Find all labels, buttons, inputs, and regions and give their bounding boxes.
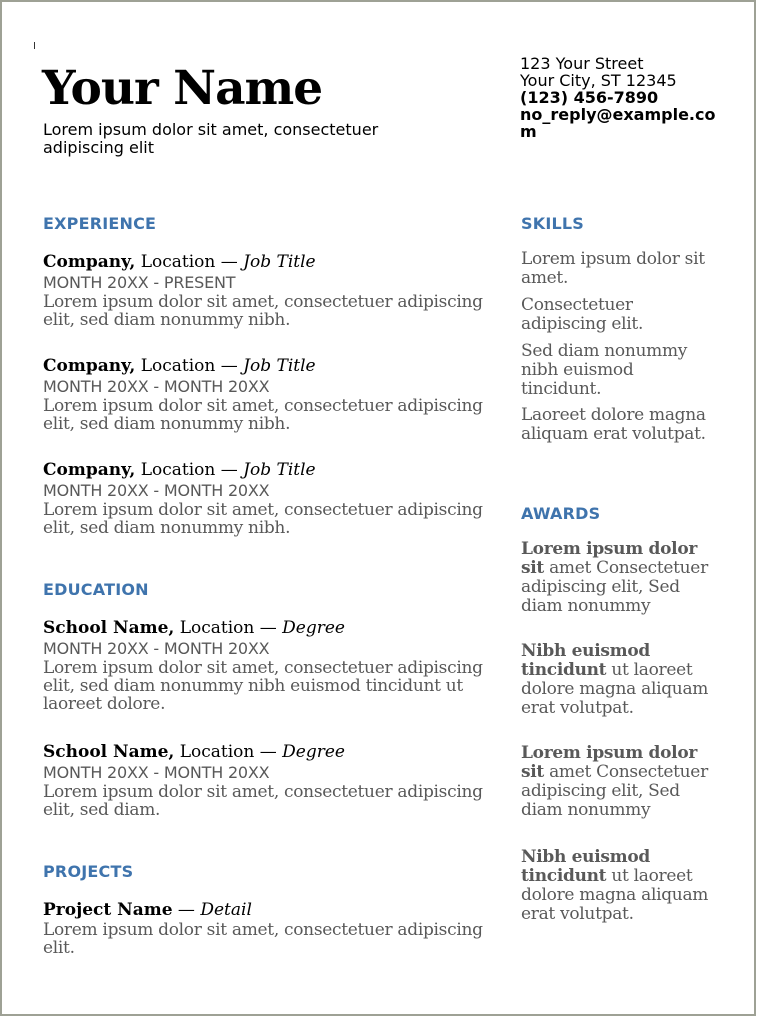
award-title: Lorem ipsum dolor sit: [521, 743, 698, 782]
date-range: MONTH 20XX - PRESENT: [43, 273, 236, 292]
job-title: Job Title: [243, 252, 316, 272]
description: Lorem ipsum dolor sit amet, consectetuer adipiscing elit, sed diam nonummy nibh.: [43, 396, 483, 434]
award-text: ut laoreet dolore magna aliquam erat volutpat.: [521, 866, 709, 924]
skill-item: Lorem ipsum dolor sit amet.: [521, 249, 705, 288]
email-address: no_reply@example.com: [520, 105, 716, 141]
award-item: [521, 848, 711, 924]
tagline: Lorem ipsum dolor sit amet, consectetuer adipiscing elit: [43, 120, 379, 157]
school-name: School Name,: [43, 618, 175, 638]
date-range: MONTH 20XX - MONTH 20XX: [43, 481, 270, 500]
education-entry: [43, 741, 493, 819]
text-cursor: [34, 42, 35, 49]
education-entry: [43, 617, 493, 713]
award-text: amet Consectetuer adipiscing elit, Sed diam nonummy: [521, 762, 708, 820]
separator: —: [172, 900, 201, 920]
company-name: Company,: [43, 356, 136, 376]
award-text: amet Consectetuer adipiscing elit, Sed diam nonummy: [521, 558, 708, 616]
skill-item: Sed diam nonummy nibh euismod tincidunt.: [521, 341, 688, 399]
award-title: Lorem ipsum dolor sit: [521, 539, 698, 578]
project-entry: [43, 899, 493, 957]
company-name: Company,: [43, 252, 136, 272]
contact-block: [520, 55, 720, 140]
location: Location —: [135, 252, 244, 272]
projects-heading: PROJECTS: [43, 862, 134, 881]
experience-entry: [43, 459, 493, 537]
skill-item: Laoreet dolore magna aliquam erat volutpat.: [521, 405, 706, 444]
education-heading: EDUCATION: [43, 580, 149, 599]
job-title: Job Title: [243, 460, 316, 480]
location: Location —: [135, 356, 244, 376]
location: Location —: [135, 460, 244, 480]
degree: Degree: [282, 742, 345, 762]
award-item: [521, 642, 711, 718]
date-range: MONTH 20XX - MONTH 20XX: [43, 377, 270, 396]
experience-heading: EXPERIENCE: [43, 214, 157, 233]
phone-number: (123) 456-7890: [520, 88, 659, 107]
page-title: Your Name: [42, 61, 323, 116]
school-name: School Name,: [43, 742, 175, 762]
address-line-1: 123 Your Street: [520, 54, 644, 73]
date-range: MONTH 20XX - MONTH 20XX: [43, 763, 270, 782]
description: Lorem ipsum dolor sit amet, consectetuer adipiscing elit, sed diam nonummy nibh.: [43, 292, 483, 330]
description: Lorem ipsum dolor sit amet, consectetuer adipiscing elit, sed diam.: [43, 782, 483, 820]
degree: Degree: [282, 618, 345, 638]
location: Location —: [174, 618, 283, 638]
awards-heading: AWARDS: [521, 504, 601, 523]
award-item: [521, 744, 711, 820]
award-text: ut laoreet dolore magna aliquam erat volutpat.: [521, 660, 709, 718]
skill-item: Consectetuer adipiscing elit.: [521, 295, 644, 334]
award-title: Nibh euismod tincidunt: [521, 847, 650, 886]
description: Lorem ipsum dolor sit amet, consectetuer adipiscing elit, sed diam nonummy nibh euismod tincidunt ut laoreet dolore.: [43, 658, 483, 714]
company-name: Company,: [43, 460, 136, 480]
description: Lorem ipsum dolor sit amet, consectetuer adipiscing elit, sed diam nonummy nibh.: [43, 500, 483, 538]
award-title: Nibh euismod tincidunt: [521, 641, 650, 680]
experience-entry: [43, 355, 493, 433]
skills-heading: SKILLS: [521, 214, 584, 233]
description: Lorem ipsum dolor sit amet, consectetuer adipiscing elit.: [43, 920, 483, 958]
address-line-2: Your City, ST 12345: [520, 71, 677, 90]
project-detail: Detail: [200, 900, 252, 920]
project-name: Project Name: [43, 900, 173, 920]
award-item: [521, 540, 711, 616]
date-range: MONTH 20XX - MONTH 20XX: [43, 639, 270, 658]
experience-entry: [43, 251, 493, 329]
job-title: Job Title: [243, 356, 316, 376]
location: Location —: [174, 742, 283, 762]
